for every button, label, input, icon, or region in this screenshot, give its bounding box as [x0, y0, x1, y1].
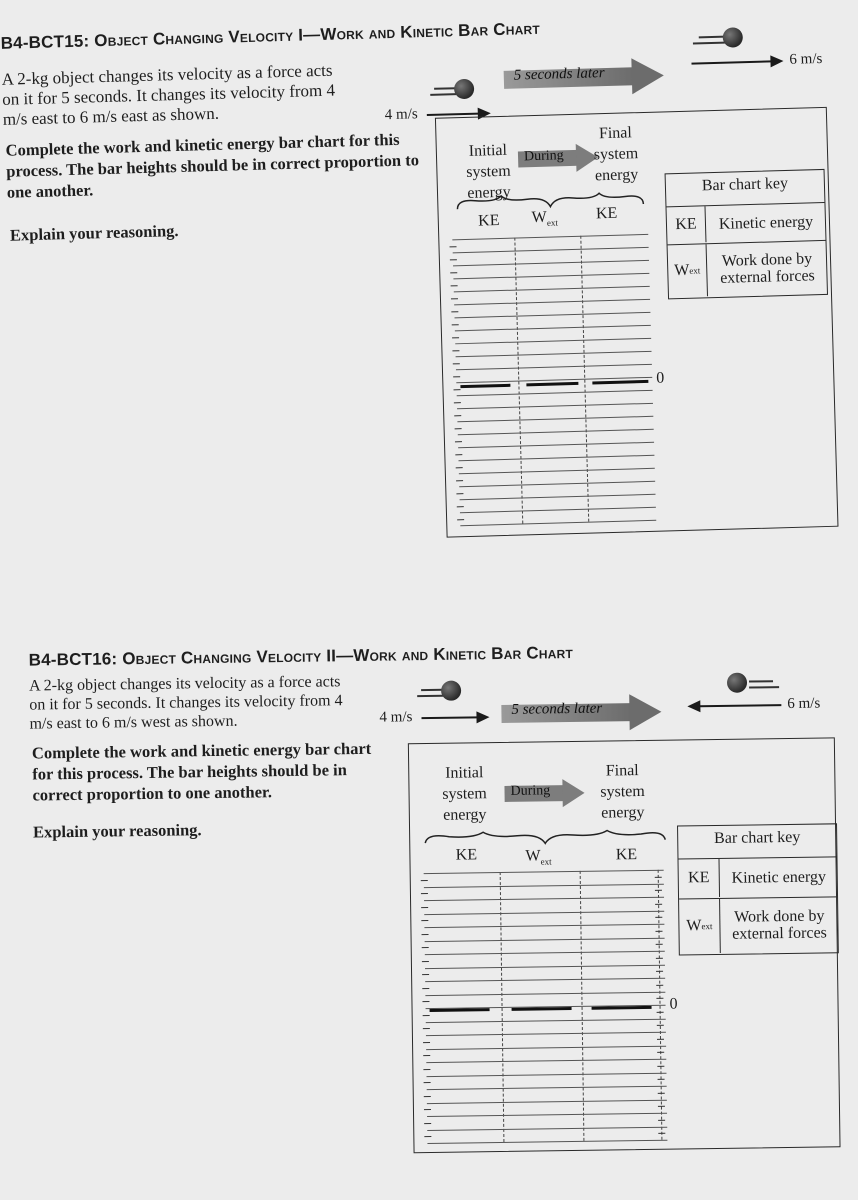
axis-tick [655, 890, 662, 891]
axis-tick [658, 1119, 665, 1120]
axis-tick [657, 1038, 664, 1039]
axis-tick [422, 1001, 429, 1002]
arrow-head-icon [476, 711, 489, 723]
initial-speed-label: 4 m/s [384, 106, 418, 124]
grid-line [456, 351, 652, 357]
grid-line [426, 1032, 666, 1036]
zero-label: 0 [669, 995, 678, 1013]
final-velocity-arrow [699, 704, 781, 707]
grid-line [454, 299, 650, 305]
axis-tick [423, 1055, 430, 1056]
key-title: Bar chart key [713, 828, 801, 848]
axis-tick [453, 376, 460, 377]
axis-tick [423, 1015, 430, 1016]
time-transition-arrow [501, 694, 661, 732]
grid-line [460, 494, 656, 500]
arrow-head-icon [770, 55, 783, 67]
problem-name: Object Changing Velocity II—Work and Kinetic Bar Chart [122, 642, 574, 669]
axis-tick [658, 1133, 665, 1134]
grid-line [424, 897, 664, 901]
grid-line [426, 1072, 666, 1076]
key-symbol-work: W ext [668, 244, 708, 297]
axis-tick [456, 480, 463, 481]
col-label-work: $W_{ext}$ [531, 208, 559, 228]
explain-prompt: Explain your reasoning. [32, 820, 202, 842]
axis-tick [656, 971, 663, 972]
axis-tick [453, 389, 460, 390]
explain-prompt: Explain your reasoning. [9, 220, 179, 245]
axis-tick [452, 324, 459, 325]
problem-code: B4-BCT15: [0, 31, 90, 53]
axis-tick [655, 917, 662, 918]
grid-line [460, 507, 656, 513]
col-label-initial-ke: KE [477, 212, 500, 230]
problem-statement: A 2-kg object changes its velocity as a force acts on it for 5 seconds. It changes its velocity from 4 m/s east to 6 m/s west as shown. [28, 673, 343, 733]
axis-tick [422, 947, 429, 948]
grid-line [458, 455, 654, 461]
key-desc-ke: Kinetic energy [718, 212, 814, 233]
axis-tick [457, 506, 464, 507]
axis-tick [657, 1052, 664, 1053]
brace-icon [423, 828, 667, 847]
axis-tick [423, 1028, 430, 1029]
grid-line [425, 937, 665, 941]
zero-line-initial [460, 384, 510, 388]
key-symbol-ke: KE [679, 859, 721, 898]
initial-object-icon [441, 681, 461, 701]
grid-line [427, 1126, 667, 1130]
problem-title [29, 643, 574, 671]
final-object-icon [727, 673, 747, 693]
grid-line [424, 924, 664, 928]
bar-chart-grid[interactable] [452, 234, 656, 525]
motion-lines [693, 42, 725, 44]
axis-tick [452, 350, 459, 351]
grid-line [459, 468, 655, 474]
final-energy-header: Final system energy [600, 762, 645, 822]
motion-lines [749, 686, 779, 688]
initial-velocity-arrow [427, 113, 479, 116]
axis-tick [451, 285, 458, 286]
key-row-ke [678, 856, 837, 897]
axis-tick [449, 246, 456, 247]
grid-line [453, 247, 649, 253]
key-symbol-work: W ext [679, 899, 721, 954]
axis-tick [450, 259, 457, 260]
axis-tick [455, 441, 462, 442]
axis-tick [424, 1096, 431, 1097]
motion-lines [434, 87, 456, 89]
grid-line [425, 964, 665, 968]
zero-line-work [526, 382, 578, 386]
axis-tick [455, 454, 462, 455]
problem-instruction: Complete the work and kinetic energy bar chart for this process. The bar heights should be in correct proportion to one another. [5, 129, 420, 202]
motion-lines [430, 93, 456, 95]
during-label: During [510, 783, 551, 799]
grid-line [455, 338, 651, 344]
grid-line [426, 1045, 666, 1049]
axis-tick [655, 931, 662, 932]
initial-speed-label: 4 m/s [379, 709, 413, 726]
bar-chart-key [665, 169, 828, 299]
axis-tick [454, 402, 461, 403]
during-label: During [523, 148, 564, 165]
axis-tick [656, 985, 663, 986]
grid-line [426, 1059, 666, 1063]
key-title: Bar chart key [701, 174, 789, 195]
grid-line [427, 1099, 667, 1103]
axis-tick [657, 1065, 664, 1066]
problem-instruction: Complete the work and kinetic energy bar chart for this process. The bar heights should be in correct proportion to one another. [31, 738, 372, 805]
axis-tick [423, 1069, 430, 1070]
grid-line [457, 390, 653, 396]
motion-lines [421, 689, 443, 691]
axis-tick [452, 337, 459, 338]
initial-energy-header: Initial system energy [465, 141, 511, 202]
motion-lines [417, 695, 443, 697]
axis-tick [456, 493, 463, 494]
axis-tick [421, 920, 428, 921]
zero-label: 0 [656, 369, 665, 387]
grid-line [457, 403, 653, 409]
key-desc-work: Work done by external forces [719, 250, 816, 287]
grid-line [458, 442, 654, 448]
grid-line [457, 416, 653, 422]
axis-tick [424, 1109, 431, 1110]
axis-tick [658, 1092, 665, 1093]
key-desc-work: Work done by external forces [732, 907, 827, 943]
grid-line [453, 260, 649, 266]
during-arrow [504, 779, 584, 808]
axis-tick [453, 363, 460, 364]
axis-tick [422, 961, 429, 962]
bar-chart-grid[interactable] [424, 870, 668, 1143]
initial-energy-header: Initial system energy [442, 764, 487, 824]
grid-line [425, 991, 665, 995]
axis-tick [457, 519, 464, 520]
initial-object-icon [454, 79, 475, 100]
bar-chart-key [677, 823, 839, 955]
axis-tick [421, 880, 428, 881]
grid-line [459, 481, 655, 487]
grid-line [424, 883, 664, 887]
axis-tick [422, 974, 429, 975]
axis-tick [657, 1011, 664, 1012]
final-speed-label: 6 m/s [787, 695, 821, 712]
key-row-work [679, 896, 838, 953]
final-energy-header: Final system energy [593, 124, 639, 185]
axis-tick [454, 415, 461, 416]
col-label-initial-ke: KE [455, 846, 478, 864]
grid-line [458, 429, 654, 435]
grid-line [427, 1113, 667, 1117]
motion-lines [699, 36, 725, 38]
axis-tick [455, 428, 462, 429]
key-row-work [668, 240, 827, 297]
col-label-final-ke: KE [595, 204, 618, 223]
axis-tick [456, 467, 463, 468]
grid-line [454, 312, 650, 318]
final-velocity-arrow [691, 60, 771, 64]
axis-tick [422, 934, 429, 935]
axis-tick [658, 1079, 665, 1080]
axis-tick [655, 904, 662, 905]
final-speed-label: 6 m/s [789, 50, 823, 68]
axis-tick [424, 1136, 431, 1137]
axis-tick [424, 1082, 431, 1083]
grid-line [454, 286, 650, 292]
axis-tick [421, 907, 428, 908]
axis-tick [658, 1106, 665, 1107]
key-symbol-ke: KE [667, 206, 707, 243]
problem-code: B4-BCT16: [28, 649, 118, 670]
grid-line [427, 1086, 667, 1090]
grid-line [425, 978, 665, 982]
axis-tick [422, 988, 429, 989]
problem-title [0, 19, 540, 54]
axis-tick [656, 998, 663, 999]
key-row-ke [666, 202, 825, 243]
axis-tick [450, 272, 457, 273]
grid-line [426, 1018, 666, 1022]
grid-line [455, 325, 651, 331]
axis-tick [424, 1123, 431, 1124]
initial-velocity-arrow [421, 716, 477, 719]
axis-tick [656, 944, 663, 945]
problem-name: Object Changing Velocity I—Work and Kinetic Bar Chart [94, 18, 541, 51]
col-label-final-ke: KE [615, 846, 638, 864]
axis-tick [656, 958, 663, 959]
axis-tick [657, 1025, 664, 1026]
time-transition-arrow [503, 57, 664, 97]
axis-tick [655, 877, 662, 878]
axis-tick [451, 311, 458, 312]
key-desc-ke: Kinetic energy [731, 867, 827, 887]
grid-line [424, 910, 664, 914]
grid-line [456, 364, 652, 370]
grid-line [453, 273, 649, 279]
problem-bct16 [0, 591, 858, 1200]
axis-tick [451, 298, 458, 299]
transition-label: 5 seconds later [511, 700, 603, 718]
axis-tick [421, 893, 428, 894]
col-label-work: $W_{ext}$ [525, 847, 552, 867]
axis-tick [423, 1042, 430, 1043]
transition-label: 5 seconds later [513, 65, 605, 84]
grid-line [425, 951, 665, 955]
motion-lines [749, 680, 773, 682]
final-object-icon [723, 27, 744, 48]
zero-line-final [592, 380, 648, 384]
problem-statement: A 2-kg object changes its velocity as a force acts on it for 5 seconds. It changes its velocity from 4 m/s east to 6 m/s east as shown. [1, 60, 336, 129]
